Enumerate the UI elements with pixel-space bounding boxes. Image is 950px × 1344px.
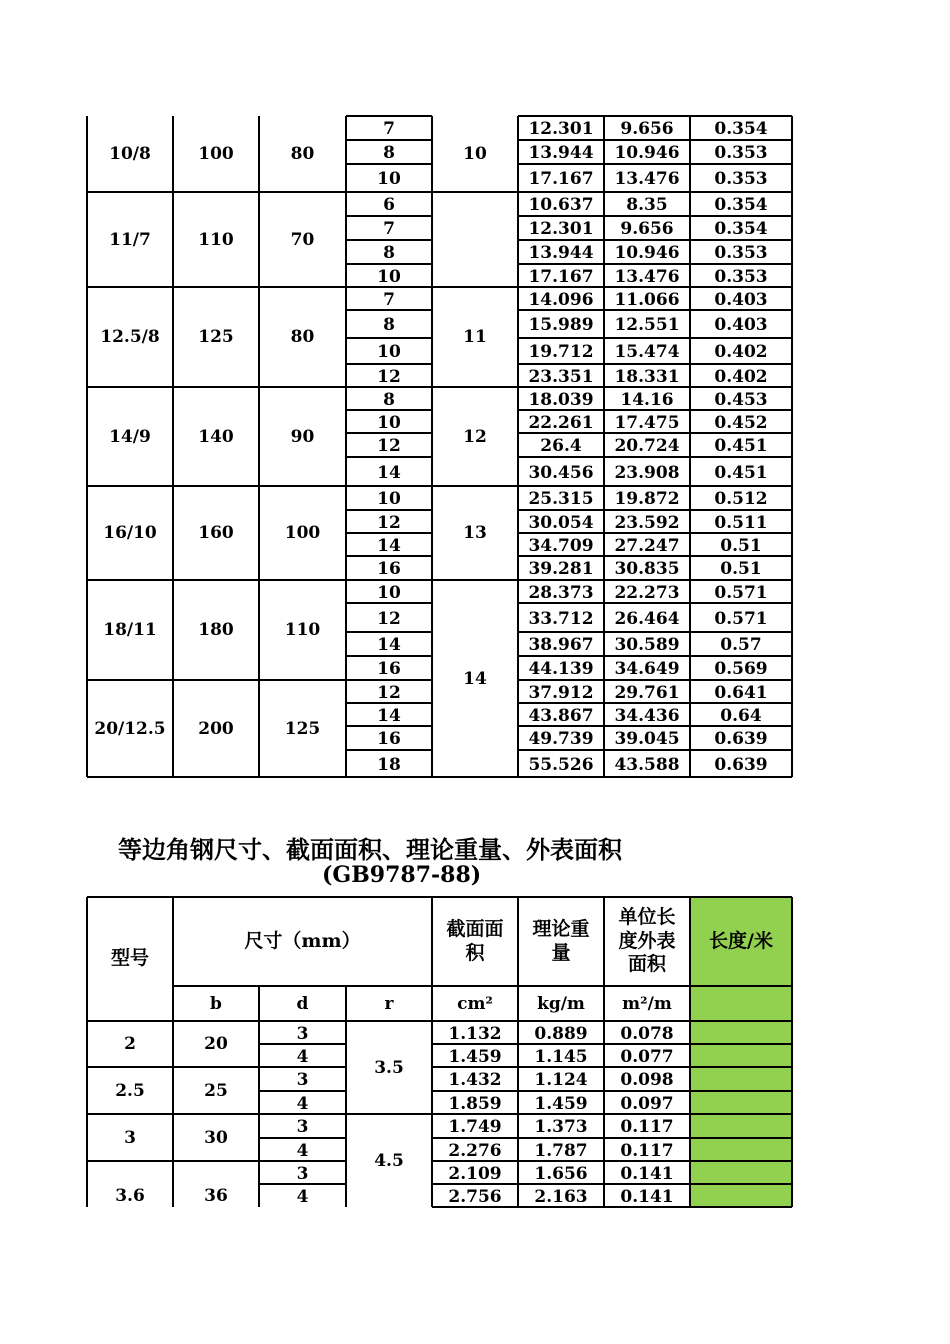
surface-cell: 0.078	[620, 1023, 674, 1044]
area-cell: 15.989	[528, 315, 594, 335]
short-leg-cell: 80	[290, 144, 315, 164]
thickness-cell: 3	[296, 1117, 309, 1137]
long-leg-cell: 140	[198, 426, 234, 447]
area-cell: 30.456	[528, 462, 594, 483]
area-cell: 44.139	[528, 659, 594, 679]
surface-cell: 0.403	[714, 315, 768, 335]
surface-cell: 0.571	[714, 608, 768, 629]
weight-cell: 1.459	[534, 1093, 588, 1114]
size-header: 尺寸（mm）	[244, 929, 361, 952]
area-cell: 1.859	[448, 1093, 502, 1114]
surface-cell: 0.569	[714, 659, 768, 679]
surface-cell: 0.117	[620, 1117, 674, 1137]
area-cell: 33.712	[528, 608, 594, 629]
surface-cell: 0.353	[714, 143, 768, 163]
area-cell: 37.912	[528, 682, 594, 703]
model-cell: 2.5	[115, 1080, 145, 1101]
thickness-cell: 12	[377, 682, 401, 703]
surface-cell: 0.51	[720, 559, 762, 579]
thickness-cell: 7	[383, 219, 395, 239]
surface-cell: 0.64	[720, 705, 762, 726]
model-cell: 10/8	[109, 144, 151, 164]
weight-cell: 34.649	[614, 659, 680, 679]
thickness-cell: 8	[383, 389, 395, 410]
thickness-cell: 14	[377, 705, 401, 726]
r-cell: 12	[463, 426, 487, 447]
weight-cell: 34.436	[614, 705, 680, 726]
model-cell: 3.6	[115, 1186, 145, 1206]
surface-header: 单位长度外表面积	[618, 905, 676, 976]
weight-unit: kg/m	[537, 993, 585, 1014]
r-cell: 10	[463, 144, 487, 164]
surface-cell: 0.512	[714, 489, 768, 509]
model-header: 型号	[110, 947, 149, 970]
thickness-cell: 7	[383, 289, 395, 310]
area-cell: 23.351	[528, 366, 594, 387]
thickness-cell: 4	[296, 1093, 309, 1114]
weight-cell: 0.889	[534, 1023, 588, 1044]
thickness-cell: 12	[377, 366, 401, 387]
surface-cell: 0.403	[714, 289, 768, 310]
area-cell: 49.739	[528, 729, 594, 749]
area-cell: 1.432	[448, 1070, 502, 1090]
weight-cell: 17.475	[614, 412, 680, 433]
long-leg-cell: 110	[198, 229, 234, 250]
surface-cell: 0.141	[620, 1163, 674, 1184]
leg-cell: 25	[204, 1080, 228, 1101]
weight-cell: 13.476	[614, 169, 680, 189]
model-cell: 14/9	[109, 426, 151, 447]
r-cell: 14	[463, 668, 487, 689]
short-leg-cell: 110	[284, 620, 321, 640]
surface-cell: 0.117	[620, 1140, 674, 1161]
thickness-cell: 8	[383, 315, 395, 335]
weight-cell: 29.761	[614, 682, 680, 703]
area-cell: 18.039	[528, 389, 594, 410]
short-leg-cell: 90	[290, 426, 315, 447]
r-cell: 4.5	[374, 1150, 404, 1171]
surface-cell: 0.077	[620, 1046, 674, 1067]
thickness-cell: 7	[383, 119, 395, 139]
area-cell: 13.944	[528, 143, 594, 163]
weight-cell: 9.656	[620, 219, 674, 239]
thickness-cell: 10	[377, 412, 401, 433]
leg-cell: 30	[204, 1127, 228, 1148]
thickness-cell: 12	[377, 608, 401, 629]
thickness-cell: 14	[377, 462, 401, 483]
area-cell: 19.712	[528, 342, 594, 362]
r-cell: 13	[463, 523, 487, 543]
surface-cell: 0.402	[714, 366, 768, 387]
thickness-cell: 8	[383, 243, 395, 263]
weight-cell: 1.787	[534, 1140, 588, 1161]
weight-cell: 15.474	[614, 342, 680, 362]
weight-cell: 8.35	[626, 195, 668, 215]
surface-cell: 0.511	[714, 512, 768, 533]
surface-cell: 0.353	[714, 266, 768, 287]
surface-cell: 0.141	[620, 1186, 674, 1207]
section-subtitle: (GB9787-88)	[322, 862, 482, 888]
weight-cell: 19.872	[614, 489, 680, 509]
leg-cell: 20	[204, 1034, 228, 1054]
surface-cell: 0.639	[714, 729, 768, 749]
area-cell: 2.109	[448, 1163, 502, 1184]
surface-cell: 0.639	[714, 754, 768, 775]
weight-cell: 1.656	[534, 1163, 588, 1184]
thickness-cell: 4	[296, 1046, 309, 1067]
area-cell: 39.281	[528, 559, 594, 579]
surface-cell: 0.354	[714, 195, 768, 215]
surface-cell: 0.353	[714, 169, 768, 189]
area-cell: 43.867	[528, 705, 594, 726]
weight-cell: 30.589	[614, 635, 680, 655]
surface-cell: 0.354	[714, 119, 768, 139]
thickness-cell: 3	[296, 1023, 309, 1044]
thickness-cell: 10	[377, 169, 401, 189]
weight-cell: 1.124	[534, 1070, 588, 1090]
area-cell: 30.054	[528, 512, 594, 533]
thickness-cell: 14	[377, 635, 401, 655]
thickness-cell: 14	[377, 535, 401, 556]
area-cell: 1.749	[448, 1117, 502, 1137]
thickness-cell: 16	[377, 659, 401, 679]
weight-cell: 1.373	[534, 1117, 588, 1137]
short-leg-cell: 80	[290, 327, 315, 347]
r-header: r	[384, 993, 394, 1014]
length-header: 长度/米	[709, 929, 773, 952]
b-header: b	[210, 993, 222, 1014]
weight-cell: 12.551	[614, 315, 680, 335]
thickness-cell: 4	[296, 1186, 309, 1207]
area-cell: 34.709	[528, 535, 594, 556]
model-cell: 3	[124, 1127, 136, 1148]
surface-cell: 0.353	[714, 243, 768, 263]
thickness-cell: 3	[296, 1070, 309, 1090]
area-header: 截面面积	[446, 917, 504, 964]
surface-cell: 0.098	[620, 1070, 674, 1090]
model-cell: 18/11	[103, 620, 157, 640]
model-cell: 11/7	[109, 229, 151, 250]
thickness-cell: 18	[377, 754, 401, 775]
weight-header: 理论重量	[532, 917, 590, 964]
surface-unit: m²/m	[622, 993, 672, 1014]
thickness-cell: 8	[383, 143, 395, 163]
weight-cell: 18.331	[614, 366, 680, 387]
thickness-cell: 6	[383, 195, 395, 215]
thickness-cell: 10	[377, 582, 401, 603]
area-cell: 12.301	[528, 119, 594, 139]
long-leg-cell: 160	[198, 523, 234, 543]
long-leg-cell: 100	[198, 144, 234, 164]
model-cell: 12.5/8	[100, 327, 160, 347]
d-header: d	[296, 993, 309, 1014]
surface-cell: 0.453	[714, 389, 768, 410]
weight-cell: 23.592	[614, 512, 680, 533]
area-cell: 17.167	[528, 266, 594, 287]
weight-cell: 13.476	[614, 266, 680, 287]
thickness-cell: 12	[377, 512, 401, 533]
area-cell: 28.373	[528, 582, 594, 603]
area-cell: 10.637	[528, 195, 594, 215]
surface-cell: 0.641	[714, 682, 768, 703]
model-cell: 2	[124, 1034, 136, 1054]
area-cell: 1.459	[448, 1046, 502, 1067]
surface-cell: 0.51	[720, 535, 762, 556]
area-cell: 22.261	[528, 412, 594, 433]
weight-cell: 23.908	[614, 462, 680, 483]
model-cell: 20/12.5	[94, 718, 166, 739]
area-cell: 55.526	[528, 754, 594, 775]
area-cell: 26.4	[540, 436, 582, 456]
thickness-cell: 10	[377, 489, 401, 509]
short-leg-cell: 100	[284, 523, 321, 543]
thickness-cell: 16	[377, 559, 401, 579]
leg-cell: 36	[204, 1186, 228, 1206]
short-leg-cell: 125	[284, 718, 321, 739]
long-leg-cell: 200	[198, 718, 234, 739]
area-cell: 12.301	[528, 219, 594, 239]
thickness-cell: 10	[377, 342, 401, 362]
thickness-cell: 16	[377, 729, 401, 749]
area-cell: 14.096	[528, 289, 594, 310]
area-cell: 13.944	[528, 243, 594, 263]
weight-cell: 26.464	[614, 608, 680, 629]
surface-cell: 0.402	[714, 342, 768, 362]
weight-cell: 11.066	[614, 289, 680, 310]
long-leg-cell: 180	[198, 620, 234, 640]
surface-cell: 0.57	[720, 635, 762, 655]
r-cell: 11	[463, 327, 487, 347]
area-cell: 38.967	[528, 635, 594, 655]
surface-cell: 0.451	[714, 462, 768, 483]
short-leg-cell: 70	[290, 229, 315, 250]
surface-cell: 0.451	[714, 436, 768, 456]
thickness-cell: 4	[296, 1140, 309, 1161]
area-cell: 17.167	[528, 169, 594, 189]
weight-cell: 30.835	[614, 559, 680, 579]
weight-cell: 10.946	[614, 243, 680, 263]
weight-cell: 14.16	[620, 389, 674, 410]
section-title: 等边角钢尺寸、截面面积、理论重量、外表面积	[118, 835, 622, 864]
thickness-cell: 12	[377, 436, 401, 456]
area-cell: 25.315	[528, 489, 594, 509]
weight-cell: 39.045	[614, 729, 680, 749]
weight-cell: 9.656	[620, 119, 674, 139]
surface-cell: 0.354	[714, 219, 768, 239]
thickness-cell: 3	[296, 1163, 309, 1184]
area-cell: 1.132	[448, 1023, 502, 1044]
long-leg-cell: 125	[198, 327, 234, 347]
weight-cell: 22.273	[614, 582, 680, 603]
area-cell: 2.276	[448, 1140, 502, 1161]
r-cell: 3.5	[374, 1057, 404, 1078]
surface-cell: 0.571	[714, 582, 768, 603]
surface-cell: 0.097	[620, 1093, 674, 1114]
model-cell: 16/10	[103, 523, 157, 543]
weight-cell: 20.724	[614, 436, 680, 456]
weight-cell: 43.588	[614, 754, 680, 775]
surface-cell: 0.452	[714, 412, 768, 433]
weight-cell: 2.163	[534, 1186, 588, 1207]
weight-cell: 27.247	[614, 535, 680, 556]
thickness-cell: 10	[377, 266, 401, 287]
weight-cell: 1.145	[534, 1046, 588, 1067]
area-unit: cm²	[457, 993, 493, 1014]
area-cell: 2.756	[448, 1186, 502, 1207]
weight-cell: 10.946	[614, 143, 680, 163]
